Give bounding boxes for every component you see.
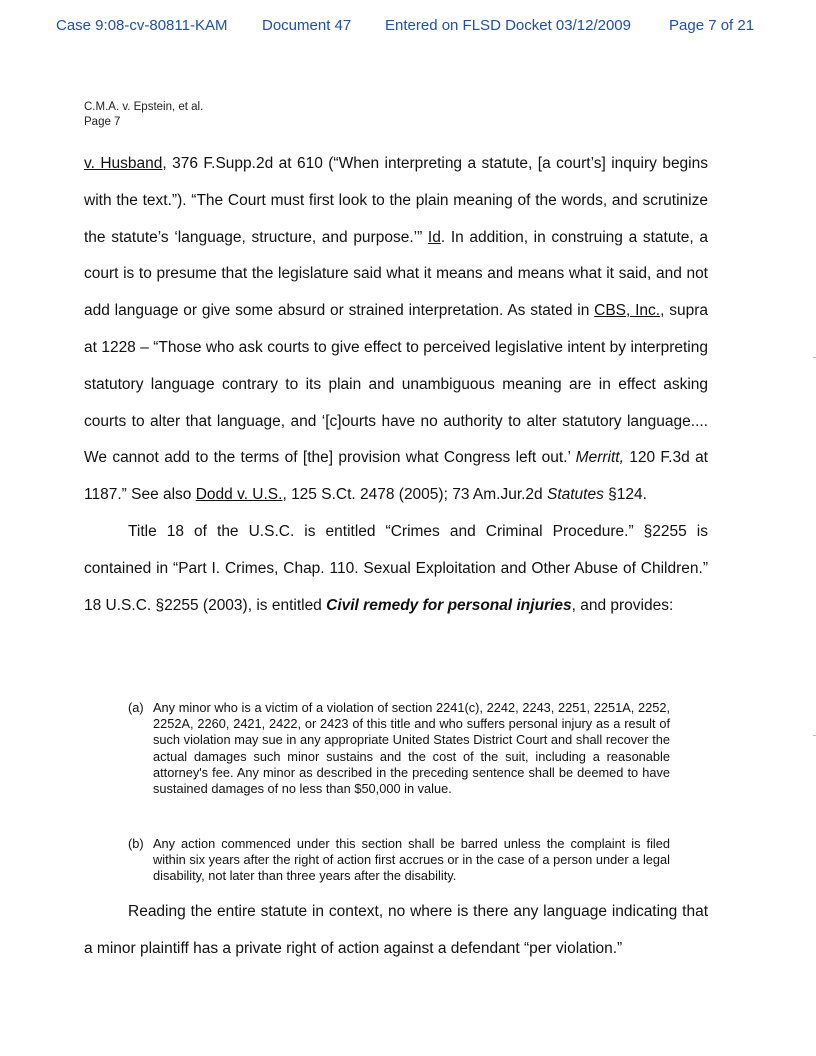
paragraph-title-18: Title 18 of the U.S.C. is entitled “Crimes and Criminal Procedure.” §2255 is contained in “Part I. Crimes, Chap. 110. Sexual Exploitation and Other Abuse of Children.” 18 U.S.C. §2255 (2003), is entitled Civil remedy for personal injuries, and provides:: [84, 522, 708, 614]
caption-case-title: C.M.A. v. Epstein, et al.: [84, 101, 204, 113]
treatise-title: Statutes: [546, 486, 604, 504]
case-citation: Dodd v. U.S.: [195, 486, 283, 504]
page-caption: [84, 100, 203, 130]
subsection-label: (b): [128, 836, 144, 851]
page-count: Page 7 of 21: [669, 17, 755, 34]
case-number: Case 9:08-cv-80811-KAM: [56, 17, 228, 34]
statute-section-title: Civil remedy for personal injuries: [326, 596, 572, 614]
case-citation: Merritt,: [575, 449, 624, 467]
case-citation: CBS, Inc.: [594, 302, 661, 320]
body-text: [84, 146, 708, 624]
docket-stamp: [0, 17, 816, 39]
subsection-text: Any minor who is a victim of a violation of section 2241(c), 2242, 2243, 2251, 2251A, 2252, 2252A, 2260, 2421, 2422, or 2423 of this title and who suffers personal injury as a result of such violation may sue in any appropriate United States District Court and shall recover the actual damages such minor sustains and the cost of the suit, including a reasonable attorney's fee. Any minor as described in the preceding sentence shall be deemed to have sustained damages of no less than $50,000 in value.: [153, 700, 670, 797]
subsection-text: Any action commenced under this section shall be barred unless the complaint is filed within six years after the right of action first accrues or in the case of a person under a legal disability, not later than three years after the disability.: [153, 836, 670, 884]
paragraph-conclusion: Reading the entire statute in context, no where is there any language indicating that a minor plaintiff has a private right of action against a defendant “per violation.”: [84, 903, 708, 957]
caption-page: Page 7: [84, 116, 121, 128]
document-number: Document 47: [262, 17, 352, 34]
statute-subsection-b: [128, 836, 670, 885]
paragraph-plain-meaning: v. Husband, 376 F.Supp.2d at 610 (“When interpreting a statute, [a court’s] inquiry begins with the text.”). “The Court must first look to the plain meaning of the words, and scrutinize the statute’s ‘language, structure, and purpose.’” Id. In addition, in construing a statute, a court is to presume that the legislature said what it means and means what it said, and not add language or give some absurd or strained interpretation. As stated in CBS, Inc., supra at 1228 – “Those who ask courts to give effect to perceived legislative intent by interpreting statutory language contrary to its plain and unambiguous meaning are in effect asking courts to alter that language, and ‘[c]ourts have no authority to alter statutory language.... We cannot add to the terms of [the] provision what Congress left out.’ Merritt, 120 F.3d at 1187.” See also Dodd v. U.S., 125 S.Ct. 2478 (2005); 73 Am.Jur.2d Statutes §124.: [84, 155, 709, 504]
body-text-continued: [84, 894, 708, 968]
subsection-label: (a): [128, 700, 144, 715]
case-citation: v. Husband: [84, 155, 163, 172]
id-citation: Id: [427, 228, 441, 246]
statute-subsection-a: [128, 700, 670, 797]
docket-entry-date: Entered on FLSD Docket 03/12/2009: [385, 17, 631, 34]
